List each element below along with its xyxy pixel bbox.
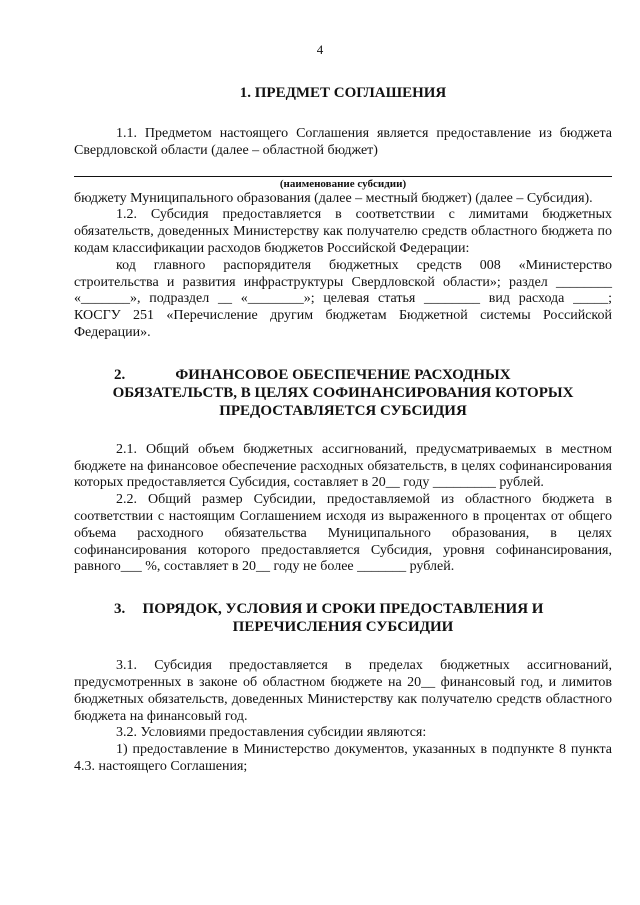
section-2-heading-line-1: ФИНАНСОВОЕ ОБЕСПЕЧЕНИЕ РАСХОДНЫХ — [175, 366, 511, 383]
paragraph-3-2-item-1: 1) предоставление в Министерство документов, указанных в подпункте 8 пункта 4.3. настоящего Соглашения; — [74, 742, 612, 774]
section-1-heading: 1. ПРЕДМЕТ СОГЛАШЕНИЯ — [239, 85, 447, 101]
paragraph-2-1: 2.1. Общий объем бюджетных ассигнований, предусматриваемых в местном бюджете на финансовое обеспечение расходных обязательств, в целях софинансирования которых предоставляется Субсидия, составляет в 20__ году _________ рублей. — [74, 441, 612, 491]
paragraph-3-2: 3.2. Условиями предоставления субсидии являются: — [116, 725, 427, 741]
page-number: 4 — [316, 42, 324, 57]
paragraph-1-1: 1.1. Предметом настоящего Соглашения является предоставление из бюджета Свердловской области (далее – областной бюджет) — [74, 126, 612, 158]
section-2-heading-line-3: ПРЕДОСТАВЛЯЕТСЯ СУБСИДИЯ — [219, 402, 467, 419]
paragraph-budget-codes: код главного распорядителя бюджетных средств 008 «Министерство строительства и развития инфраструктуры Свердловской области»; раздел ________ «_______», подраздел __ «________»; целевая статья ________ вид расхода _____; КОСГУ 251 «Перечисление другим бюджетам Бюджетной системы Российской Федерации». — [74, 257, 612, 340]
document-body — [74, 84, 612, 776]
section-2-heading — [74, 366, 612, 420]
section-3-heading — [74, 600, 612, 636]
paragraph-2-2: 2.2. Общий размер Субсидии, предоставляемой из областного бюджета в соответствии с настоящим Соглашением исходя из выраженного в процентах от общего объема расходного обязательства Муниципального образования, в целях софинансирования которого предоставляется Субсидия, уровня софинансирования, равного___ %, составляет в 20__ году не более _______ рублей. — [74, 492, 612, 575]
section-3-number: 3. — [114, 601, 126, 618]
section-2-heading-line-2: ОБЯЗАТЕЛЬСТВ, В ЦЕЛЯХ СОФИНАНСИРОВАНИЯ КОТОРЫХ — [112, 384, 574, 401]
subsidy-name-blank-line — [74, 160, 612, 177]
section-3-heading-line-2: ПЕРЕЧИСЛЕНИЯ СУБСИДИИ — [232, 619, 454, 636]
section-2-number: 2. — [114, 366, 126, 383]
paragraph-1-2: 1.2. Субсидия предоставляется в соответствии с лимитами бюджетных обязательств, доведенных Министерству как получателю средств областного бюджета по кодам классификации расходов бюджетов Российской Федерации: — [74, 207, 612, 256]
section-3-heading-line-1: ПОРЯДОК, УСЛОВИЯ И СРОКИ ПРЕДОСТАВЛЕНИЯ И — [142, 601, 544, 618]
paragraph-1-1-continued: бюджету Муниципального образования (далее – местный бюджет) (далее – Субсидия). — [74, 190, 593, 206]
paragraph-3-1: 3.1. Субсидия предоставляется в пределах бюджетных ассигнований, предусмотренных в законе об областном бюджете на 20__ финансовый год, и лимитов бюджетных обязательств, доведенных Министерству как получателю средств областного бюджета на финансовый год. — [74, 658, 612, 724]
subsidy-name-caption: (наименование субсидии) — [279, 177, 407, 190]
